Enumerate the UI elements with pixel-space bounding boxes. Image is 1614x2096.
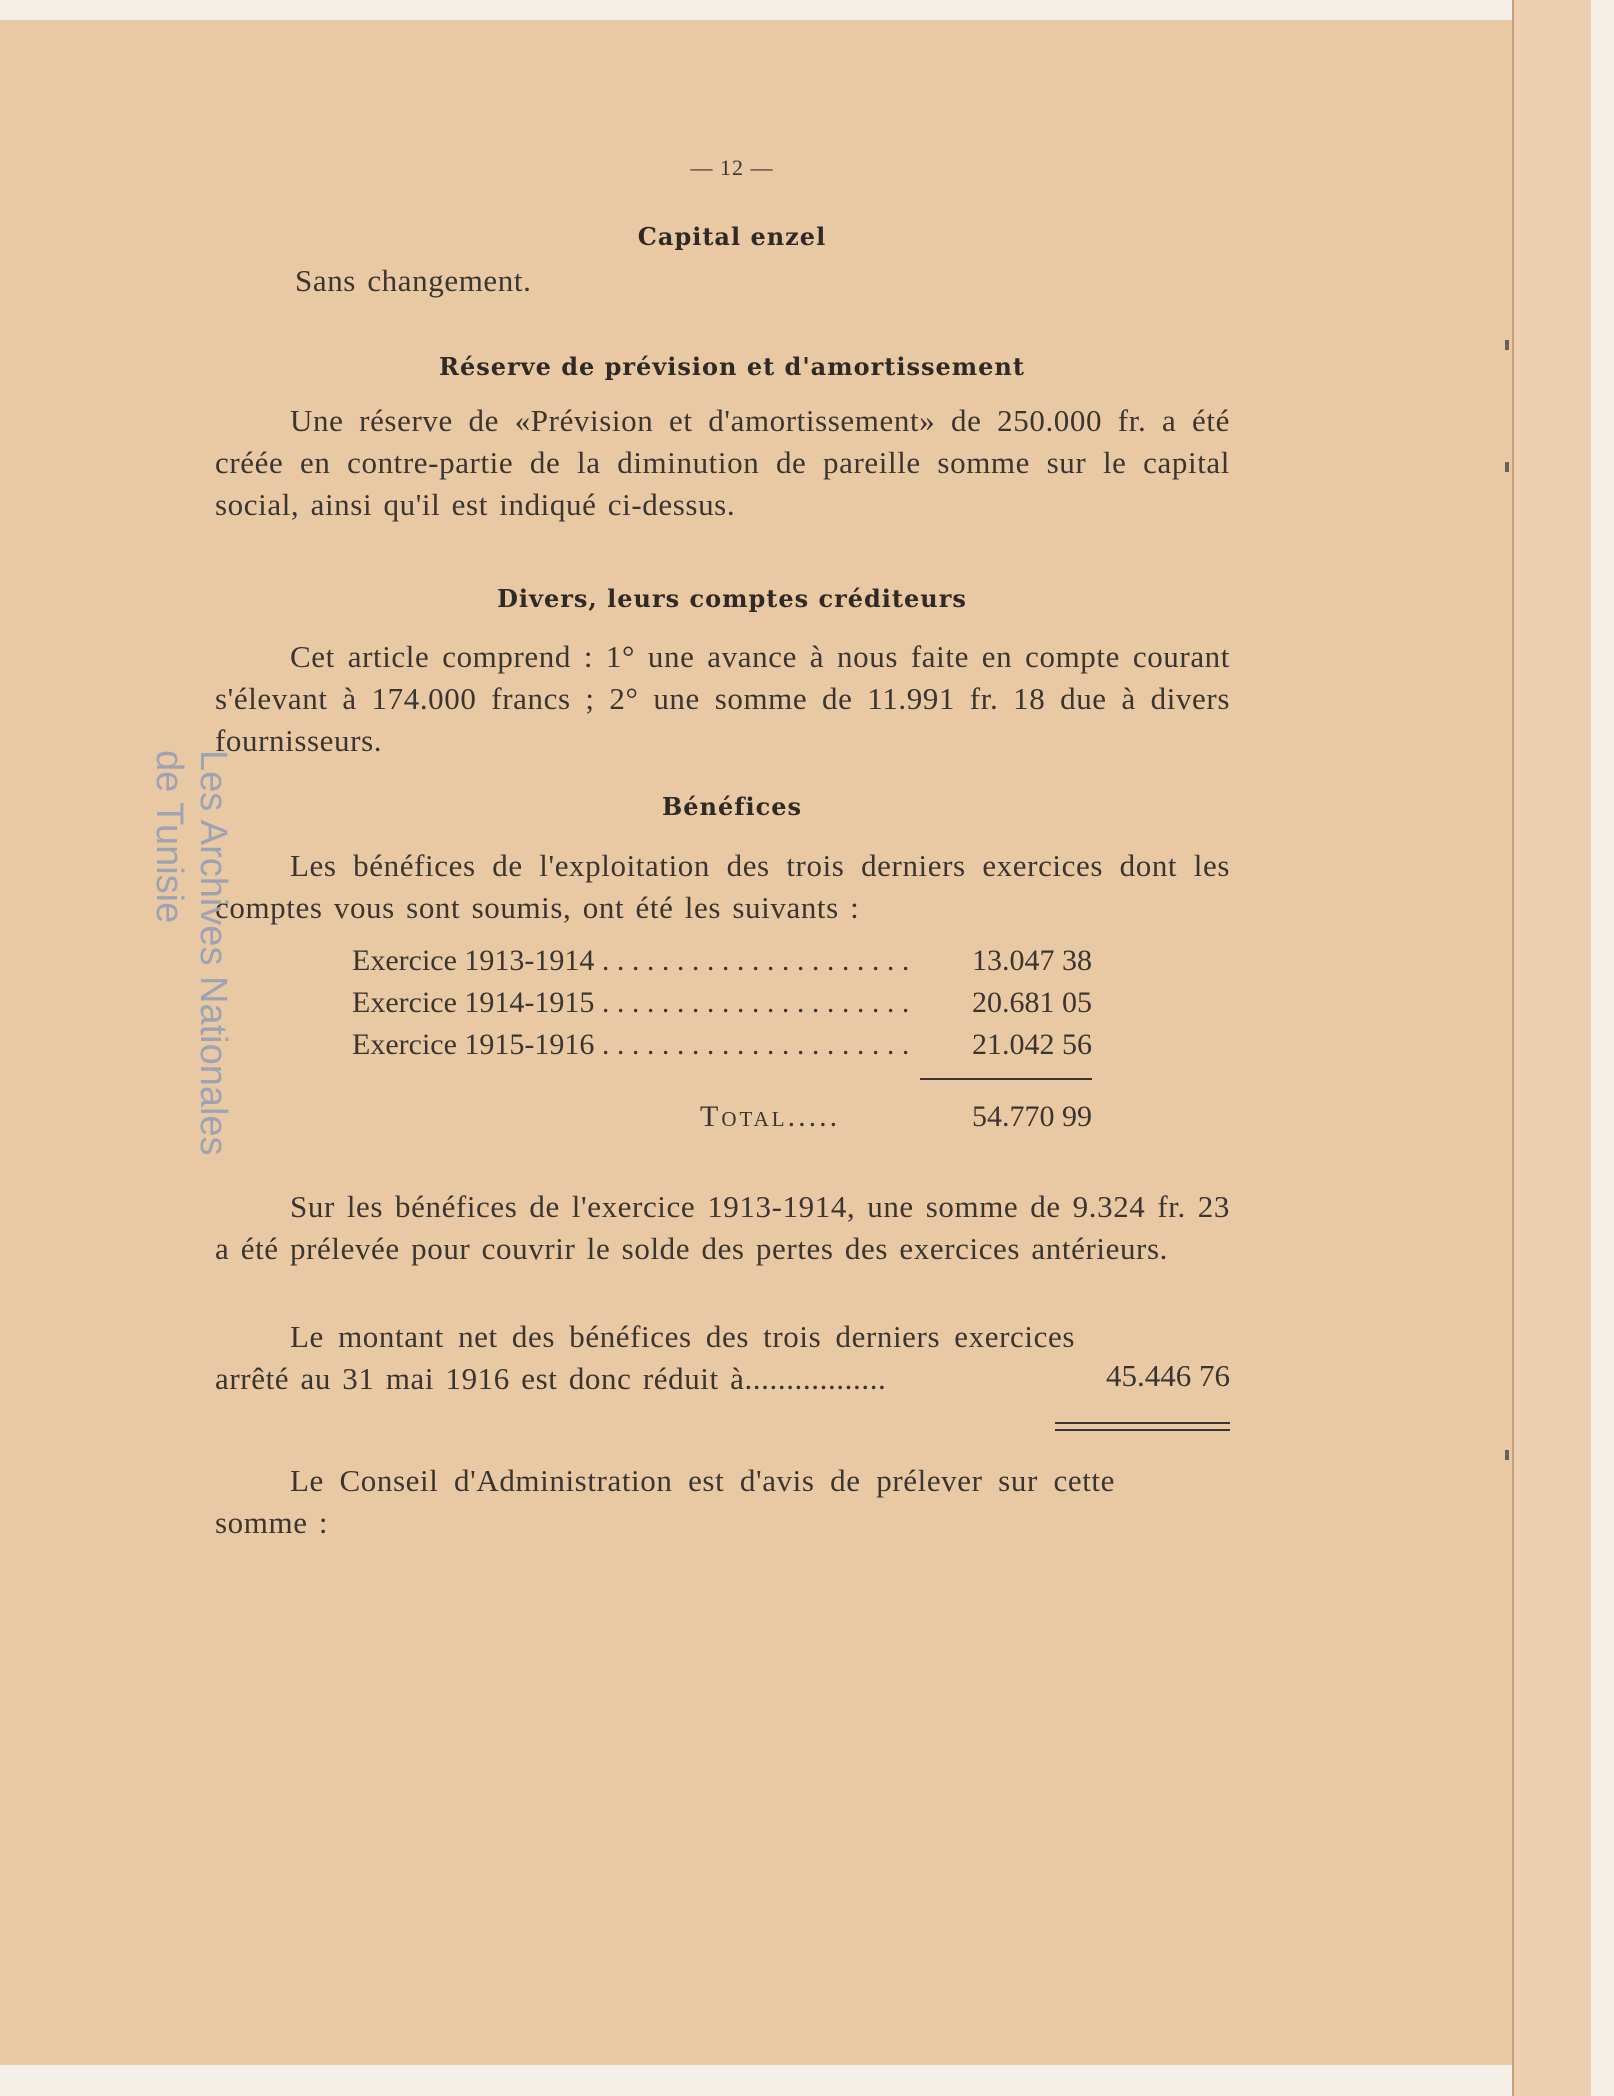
stamp-line-2: de Tunisie <box>148 750 190 924</box>
binding-mark <box>1505 1450 1509 1460</box>
stamp-line-1: Les Archives Nationales <box>192 750 234 1156</box>
net-rule-1 <box>1055 1422 1230 1424</box>
exercise-amount: 20.681 05 <box>972 986 1092 1019</box>
exercise-label: Exercice 1914-1915 . . . <box>352 982 912 1024</box>
exercise-list <box>352 940 1092 1066</box>
total-amount: 54.770 99 <box>972 1100 1092 1133</box>
net-rule-2 <box>1055 1429 1230 1431</box>
paper-right-edge <box>1512 0 1591 2096</box>
binding-mark <box>1505 340 1509 350</box>
heading-reserve: Réserve de prévision et d'amortissement <box>439 352 1025 381</box>
exercise-row <box>352 1024 1092 1066</box>
paragraph-conseil: Le Conseil d'Administration est d'avis de prélever sur cette somme : <box>215 1463 1115 1540</box>
paragraph-divers: Cet article comprend : 1° une avance à nous faite en compte courant s'élevant à 174.000 francs ; 2° une somme de 11.991 fr. 18 due à divers fournisseurs. <box>215 639 1230 758</box>
exercise-amount: 21.042 56 <box>972 1028 1092 1061</box>
paragraph-reserve: Une réserve de «Prévision et d'amortissement» de 250.000 fr. a été créée en contre-partie de la diminution de pareille somme sur le capital social, ainsi qu'il est indiqué ci-dessus. <box>215 403 1230 522</box>
total-row <box>700 1100 1092 1134</box>
page-number: — 12 — <box>690 155 774 180</box>
heading-capital-enzel: Capital enzel <box>637 222 827 251</box>
paragraph-net-amount: Le montant net des bénéfices des trois derniers exercices arrêté au 31 mai 1916 est donc réduit à................. <box>215 1319 1075 1396</box>
exercise-amount: 13.047 38 <box>972 944 1092 977</box>
exercise-row <box>352 940 1092 982</box>
total-label: Total..... <box>700 1100 841 1133</box>
heading-benefices: Bénéfices <box>661 792 803 821</box>
subtotal-rule <box>920 1078 1092 1080</box>
exercise-label: Exercice 1915-1916 . . . <box>352 1024 912 1066</box>
exercise-label: Exercice 1913-1914 . . . <box>352 940 912 982</box>
net-amount: 45.446 76 <box>1106 1358 1230 1393</box>
heading-divers: Divers, leurs comptes créditeurs <box>497 584 967 613</box>
paragraph-benefices: Les bénéfices de l'exploitation des trois derniers exercices dont les comptes vous sont soumis, ont été les suivants : <box>215 848 1230 925</box>
binding-mark <box>1505 462 1509 472</box>
exercise-row <box>352 982 1092 1024</box>
paragraph-capital-enzel: Sans changement. <box>295 263 532 298</box>
archive-stamp <box>125 750 235 1230</box>
paragraph-deduction: Sur les bénéfices de l'exercice 1913-1914, une somme de 9.324 fr. 23 a été prélevée pour couvrir le solde des pertes des exercices antérieurs. <box>215 1189 1230 1266</box>
